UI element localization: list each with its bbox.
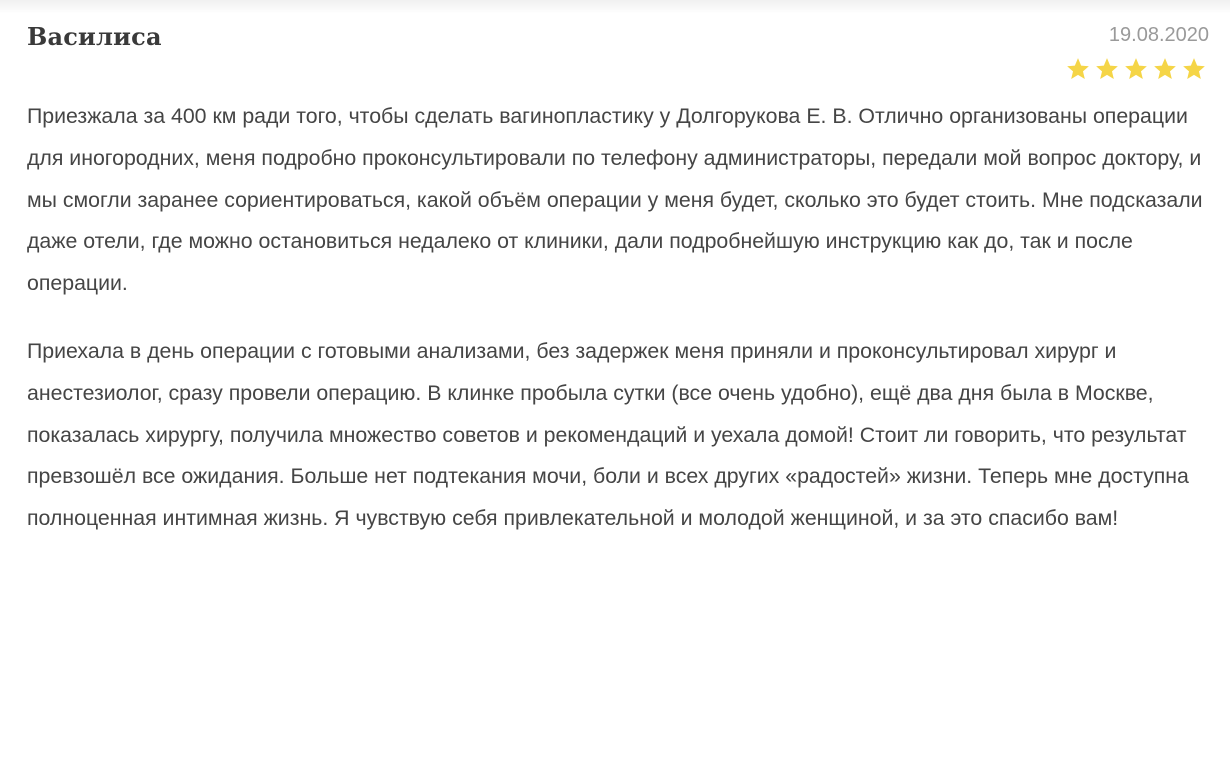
star-icon xyxy=(1065,56,1091,82)
review-date: 19.08.2020 xyxy=(1108,24,1209,46)
top-shadow xyxy=(0,0,1230,14)
star-icon xyxy=(1123,56,1149,82)
review-author: Василиса xyxy=(27,22,162,51)
review-paragraph: Приезжала за 400 км ради того, чтобы сделать вагинопластику у Долгорукова Е. В. Отлично организованы операции для иногородних, меня подробно проконсультировали по телефону администраторы, передали мой вопрос доктору, и мы смогли заранее сориентироваться, какой объём операции у меня будет, сколько это будет стоить. Мне подсказали даже отели, где можно остановиться недалеко от клиники, дали подробнейшую инструкцию как до, так и после операции. xyxy=(27,104,1203,296)
star-icon xyxy=(1181,56,1207,82)
rating-stars xyxy=(1065,56,1207,82)
star-icon xyxy=(1094,56,1120,82)
review-paragraph: Приехала в день операции с готовыми анализами, без задержек меня приняли и проконсультировал хирург и анестезиолог, сразу провели операцию. В клинке пробыла сутки (все очень удобно), ещё два дня была в Москве, показалась хирургу, получила множество советов и рекомендаций и уехала домой! Стоит ли говорить, что результат превзошёл все ожидания. Больше нет подтекания мочи, боли и всех других «радостей» жизни. Теперь мне доступна полноценная интимная жизнь. Я чувствую себя привлекательной и молодой женщиной, и за это спасибо вам! xyxy=(27,338,1189,531)
star-icon xyxy=(1152,56,1178,82)
review-text xyxy=(27,96,1207,566)
